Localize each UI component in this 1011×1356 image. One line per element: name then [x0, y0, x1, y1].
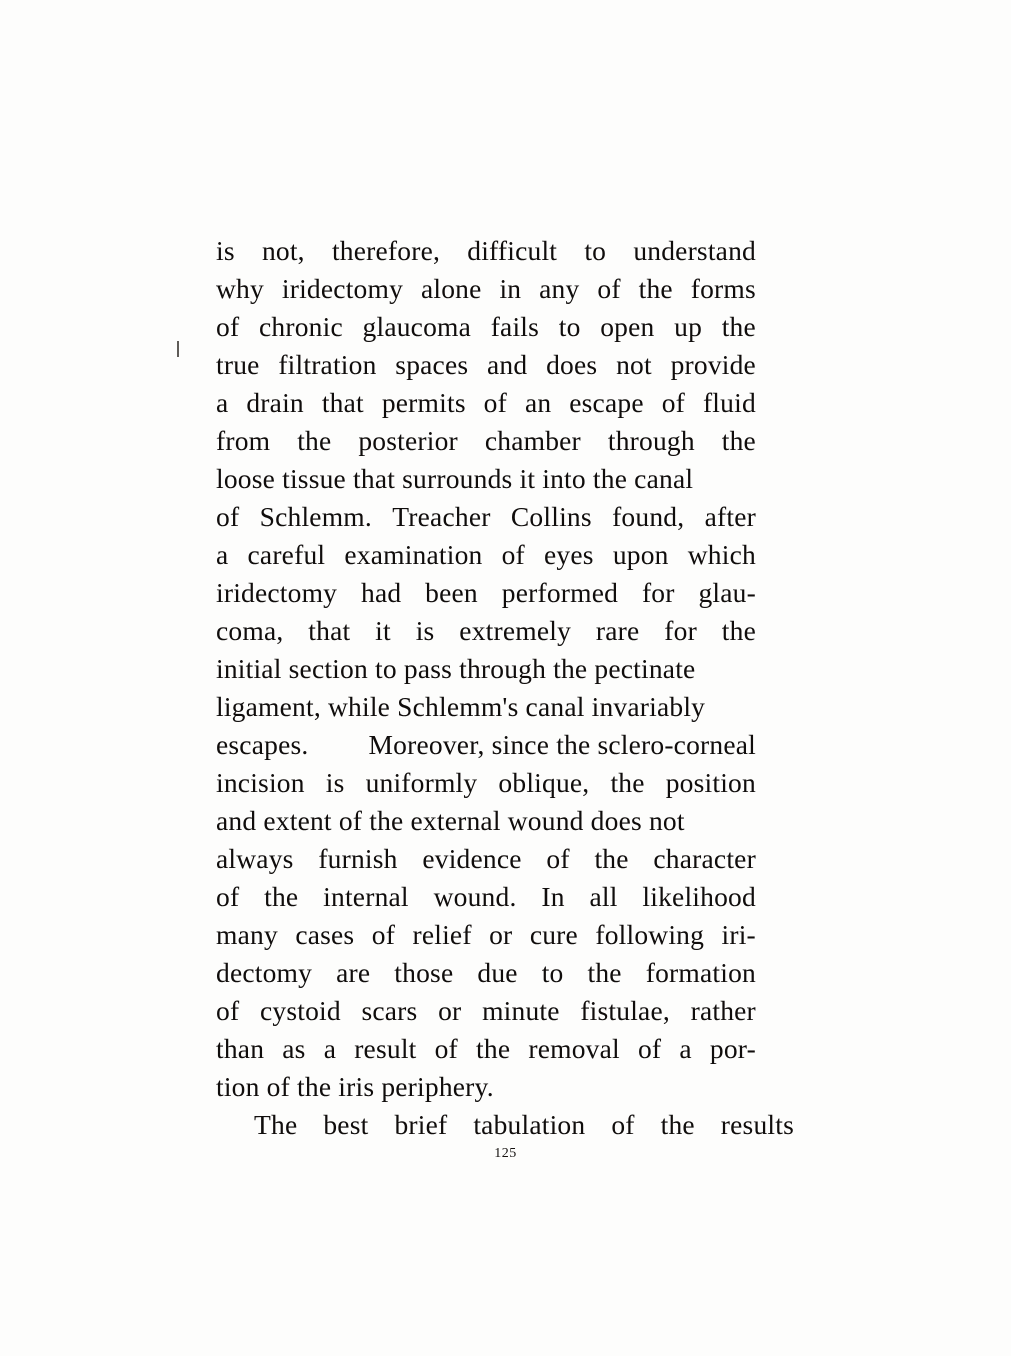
- text-word: removal: [528, 1033, 620, 1064]
- text-word: filtration: [278, 349, 377, 380]
- text-word: the: [264, 881, 299, 912]
- text-line: [216, 954, 756, 992]
- text-word: from: [216, 425, 271, 456]
- text-word: provide: [670, 349, 756, 380]
- text-word: eyes: [544, 539, 594, 570]
- text-word: and extent of the external wound does not: [216, 805, 685, 836]
- text-word: for: [641, 577, 675, 608]
- text-word: of: [216, 501, 240, 532]
- text-word: incision: [216, 767, 305, 798]
- text-word: glaucoma: [362, 311, 472, 342]
- text-word: why: [216, 273, 264, 304]
- text-word: por-: [709, 1033, 756, 1064]
- text-word: the: [721, 311, 756, 342]
- text-word: the: [610, 767, 645, 798]
- text-word: after: [704, 501, 756, 532]
- text-line: [216, 802, 756, 840]
- text-line: [216, 1030, 756, 1068]
- text-word: for: [664, 615, 697, 646]
- text-word: of: [546, 843, 570, 874]
- text-word: position: [665, 767, 756, 798]
- text-word: that: [321, 387, 364, 418]
- text-word: many: [216, 919, 278, 950]
- text-word: loose tissue that surrounds it into the canal: [216, 463, 694, 494]
- text-line: [216, 688, 756, 726]
- text-word: to: [584, 235, 607, 266]
- text-word: tabulation: [473, 1109, 586, 1140]
- text-word: cure: [529, 919, 578, 950]
- text-word: understand: [633, 235, 756, 266]
- text-word: which: [687, 539, 756, 570]
- text-word: to: [558, 311, 581, 342]
- text-word: following: [595, 919, 705, 950]
- text-line: [216, 1106, 794, 1144]
- text-word: posterior: [358, 425, 458, 456]
- text-word: through: [607, 425, 695, 456]
- text-word: found,: [612, 501, 685, 532]
- text-word: The: [254, 1109, 298, 1140]
- text-word: is: [415, 615, 435, 646]
- text-word: a: [216, 539, 229, 570]
- text-line: [216, 536, 756, 574]
- text-word: chronic: [258, 311, 343, 342]
- text-word: up: [674, 311, 703, 342]
- text-word: the: [476, 1033, 511, 1064]
- text-word: drain: [246, 387, 304, 418]
- text-word: performed: [501, 577, 619, 608]
- text-word: a: [216, 387, 229, 418]
- text-word: of: [434, 1033, 458, 1064]
- text-word: not: [616, 349, 652, 380]
- text-line: [216, 460, 756, 498]
- page-number: 125: [494, 1146, 517, 1161]
- text-word: than: [216, 1033, 265, 1064]
- text-word: of: [216, 995, 240, 1026]
- text-word: oblique,: [498, 767, 590, 798]
- text-line: [216, 346, 756, 384]
- text-word: best: [323, 1109, 369, 1140]
- text-word: rare: [595, 615, 640, 646]
- text-word: initial section to pass through the pectinate: [216, 653, 696, 684]
- text-line: [216, 422, 756, 460]
- text-word: examination: [344, 539, 483, 570]
- text-word: of: [216, 881, 240, 912]
- text-word: likelihood: [642, 881, 756, 912]
- text-word: brief: [394, 1109, 448, 1140]
- text-word: Schlemm.: [259, 501, 372, 532]
- text-word: it: [375, 615, 391, 646]
- text-word: careful: [247, 539, 326, 570]
- text-word: the: [638, 273, 673, 304]
- text-line: [216, 384, 756, 422]
- text-word: of: [216, 311, 240, 342]
- text-word: ligament, while Schlemm's canal invariably: [216, 691, 706, 722]
- text-word: extremely: [459, 615, 572, 646]
- text-word: Collins: [510, 501, 592, 532]
- text-word: wound.: [433, 881, 517, 912]
- text-word: of: [661, 387, 685, 418]
- text-word: coma,: [216, 615, 284, 646]
- text-word: is: [216, 235, 235, 266]
- text-word: spaces: [395, 349, 469, 380]
- text-word: an: [524, 387, 552, 418]
- margin-tick-mark: [177, 341, 179, 357]
- text-line: [216, 232, 756, 270]
- text-word: any: [539, 273, 580, 304]
- text-word: had: [361, 577, 402, 608]
- text-word: Treacher: [392, 501, 491, 532]
- text-word: Moreover, since the sclero-corneal: [368, 729, 756, 760]
- text-word: internal: [323, 881, 409, 912]
- text-word: tion of the iris periphery.: [216, 1071, 494, 1102]
- text-word: the: [721, 425, 756, 456]
- text-word: are: [336, 957, 371, 988]
- text-line: [216, 574, 756, 612]
- text-word: permits: [381, 387, 466, 418]
- text-line: [216, 650, 756, 688]
- text-word: iridectomy: [216, 577, 338, 608]
- text-word: evidence: [422, 843, 522, 874]
- text-line: [216, 498, 756, 536]
- text-word: in: [499, 273, 522, 304]
- text-word: iridectomy: [281, 273, 404, 304]
- text-word: of: [501, 539, 525, 570]
- text-word: the: [594, 843, 629, 874]
- text-line: [216, 612, 756, 650]
- text-word: dectomy: [216, 957, 313, 988]
- text-word: fails: [490, 311, 540, 342]
- text-word: rather: [690, 995, 756, 1026]
- text-word: or: [438, 995, 462, 1026]
- text-word: the: [660, 1109, 695, 1140]
- text-word: escapes.: [216, 729, 309, 760]
- text-word: fluid: [702, 387, 756, 418]
- text-word: not,: [261, 235, 305, 266]
- text-word: or: [489, 919, 513, 950]
- text-word: of: [597, 273, 621, 304]
- text-line: [216, 270, 756, 308]
- text-word: the: [721, 615, 756, 646]
- text-word: due: [477, 957, 518, 988]
- text-word: escape: [569, 387, 644, 418]
- text-word: the: [587, 957, 622, 988]
- text-word: difficult: [467, 235, 558, 266]
- text-word: open: [600, 311, 655, 342]
- text-word: as: [282, 1033, 306, 1064]
- text-line: [216, 992, 756, 1030]
- text-word: results: [720, 1109, 794, 1140]
- text-word: iri-: [721, 919, 756, 950]
- text-line: [216, 916, 756, 954]
- text-word: result: [354, 1033, 417, 1064]
- text-word: therefore,: [331, 235, 441, 266]
- text-line: [216, 840, 756, 878]
- text-word: cystoid: [259, 995, 341, 1026]
- text-word: true: [216, 349, 260, 380]
- text-word: uniformly: [365, 767, 478, 798]
- text-word: all: [589, 881, 618, 912]
- text-word: of: [637, 1033, 662, 1064]
- text-word: formation: [645, 957, 756, 988]
- text-word: and: [487, 349, 528, 380]
- text-word: of: [371, 919, 396, 950]
- text-word: furnish: [318, 843, 398, 874]
- text-word: upon: [612, 539, 669, 570]
- text-word: character: [653, 843, 756, 874]
- text-word: alone: [420, 273, 482, 304]
- text-word: minute: [482, 995, 560, 1026]
- text-word: In: [541, 881, 565, 912]
- text-word: of: [611, 1109, 635, 1140]
- text-word: glau-: [698, 577, 756, 608]
- text-word: always: [216, 843, 294, 874]
- text-word: fistulae,: [580, 995, 670, 1026]
- text-word: been: [425, 577, 478, 608]
- text-word: of: [483, 387, 507, 418]
- text-word: forms: [690, 273, 756, 304]
- text-word: scars: [361, 995, 418, 1026]
- body-text: [216, 232, 794, 1144]
- text-word: relief: [412, 919, 472, 950]
- text-word: cases: [295, 919, 355, 950]
- text-word: is: [325, 767, 345, 798]
- text-word: to: [541, 957, 564, 988]
- text-word: a: [679, 1033, 692, 1064]
- text-line: [216, 1068, 756, 1106]
- text-word: that: [308, 615, 351, 646]
- text-line: [216, 726, 756, 764]
- text-word: chamber: [484, 425, 581, 456]
- text-line: [216, 878, 756, 916]
- text-word: the: [297, 425, 332, 456]
- text-word: a: [323, 1033, 337, 1064]
- text-word: does: [546, 349, 598, 380]
- text-line: [216, 308, 756, 346]
- text-word: those: [394, 957, 454, 988]
- text-line: [216, 764, 756, 802]
